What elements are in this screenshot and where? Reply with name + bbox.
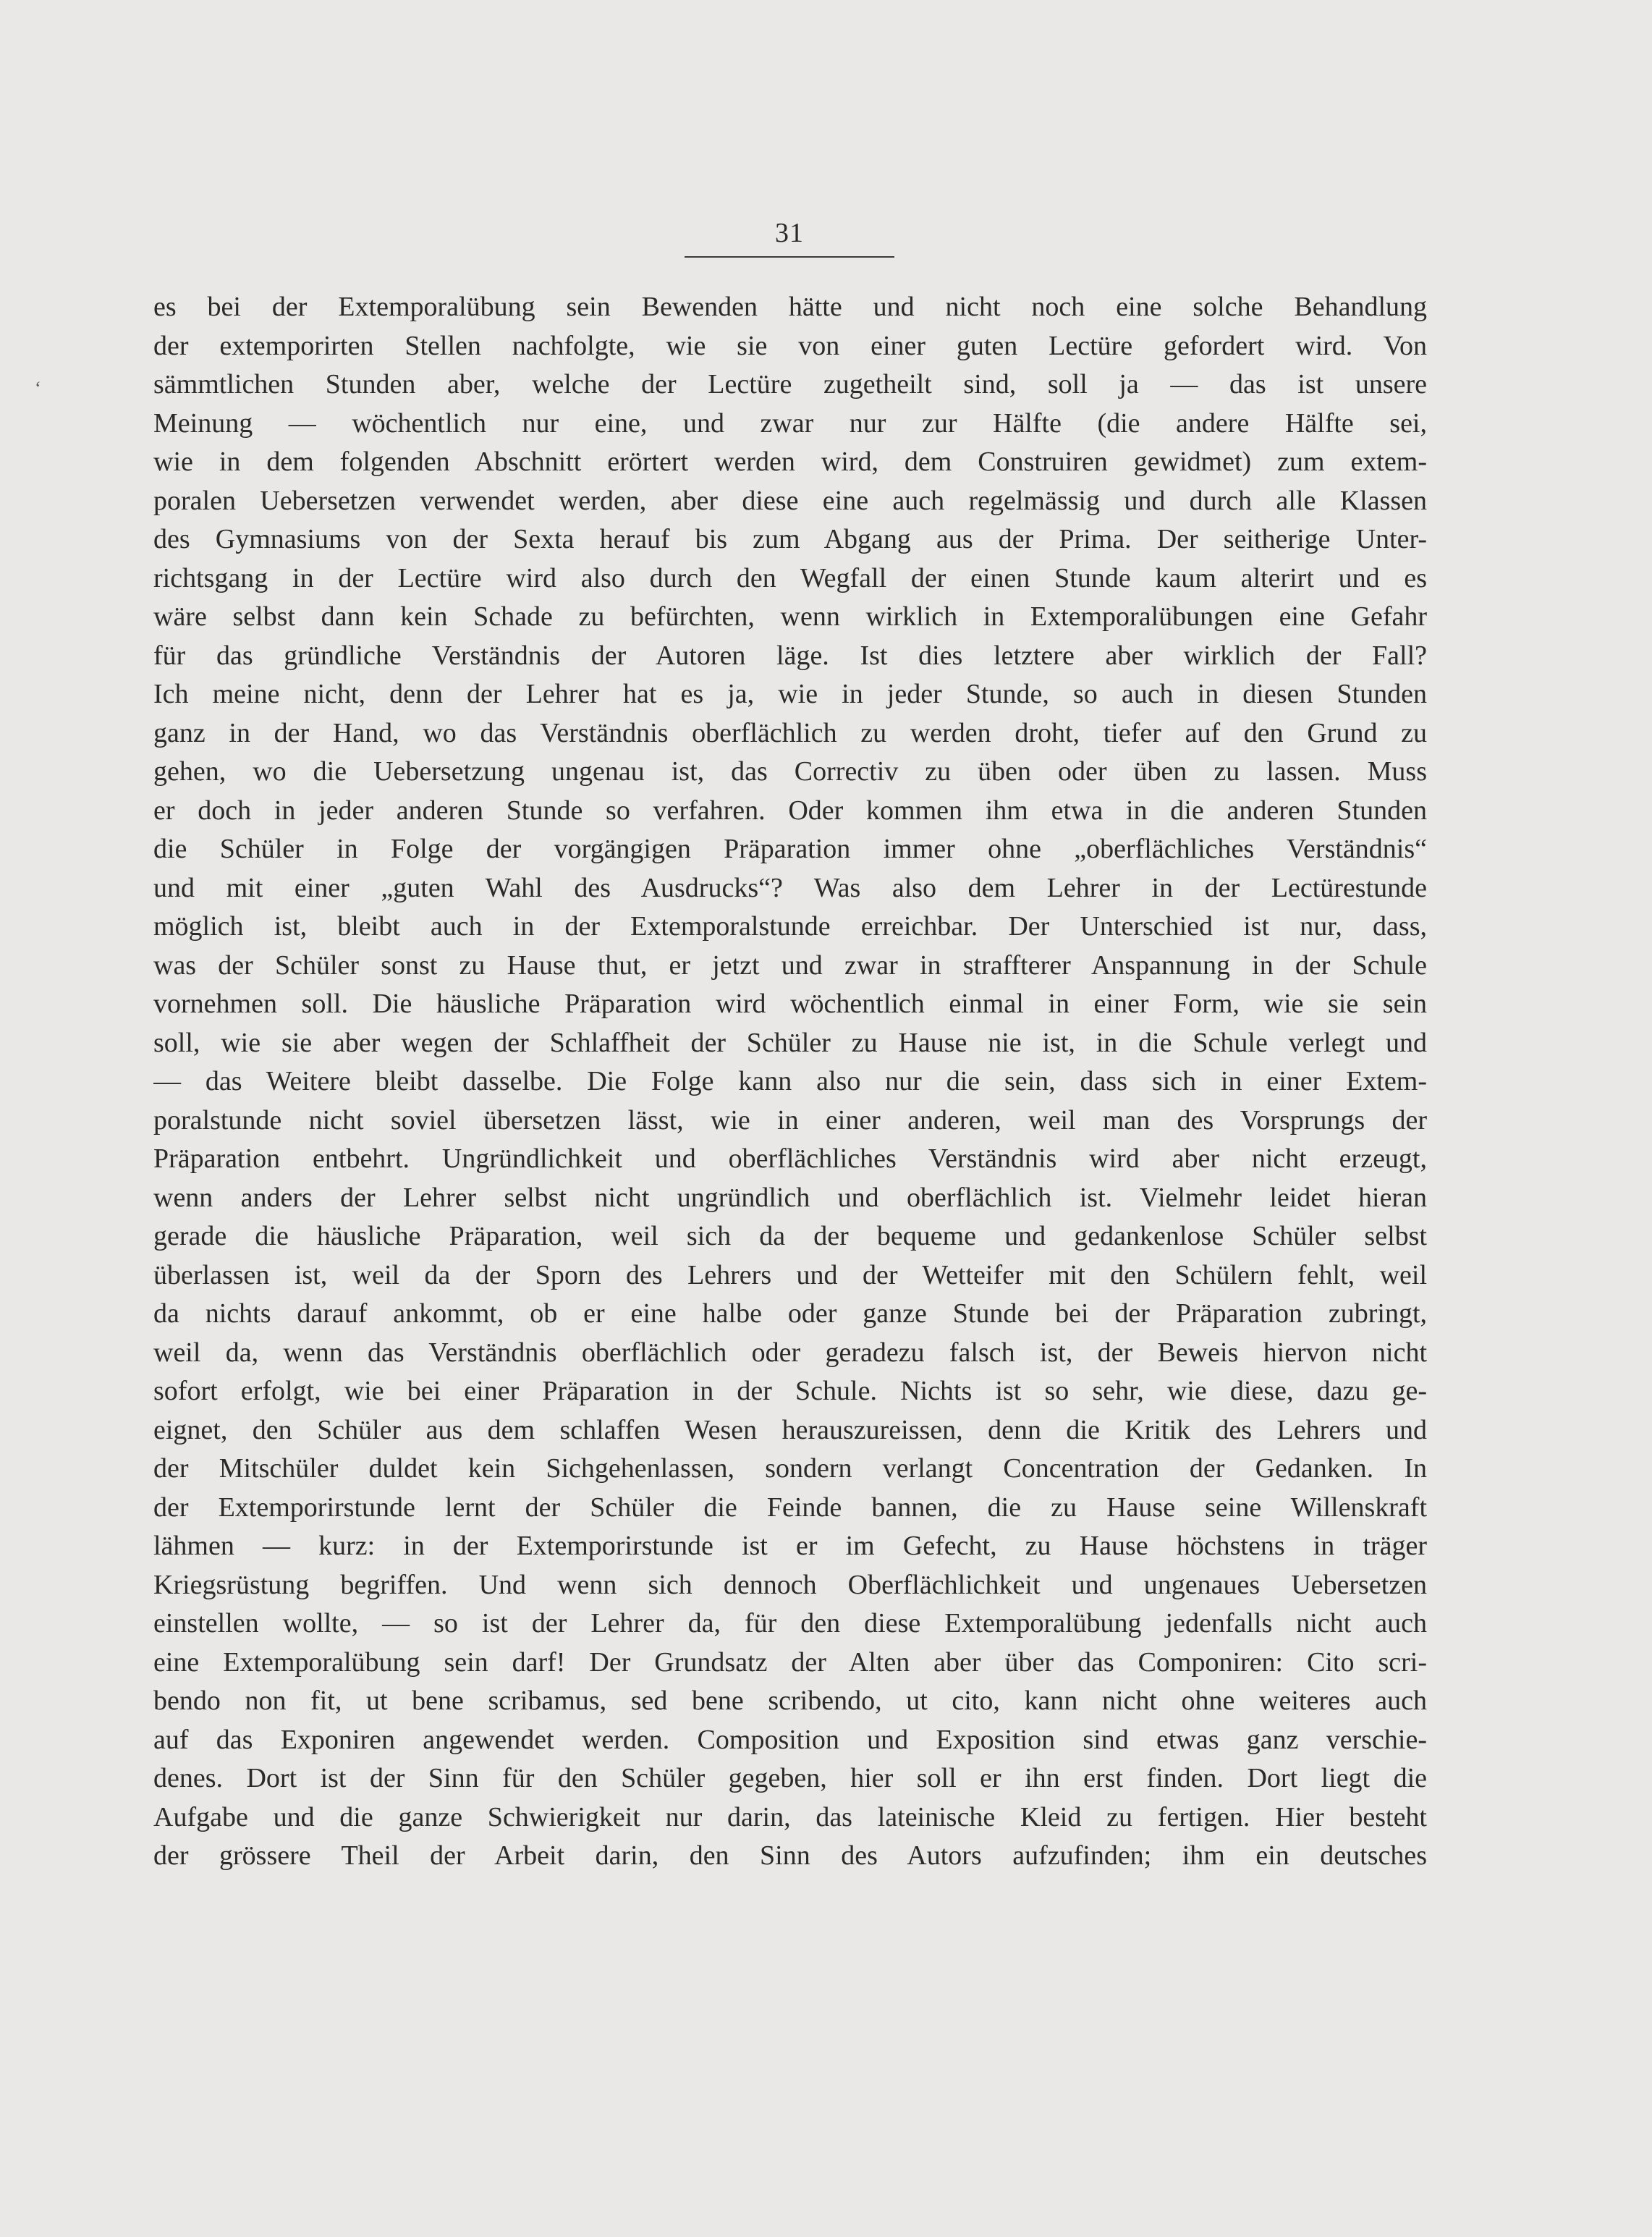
text-line: richtsgang in der Lectüre wird also durch den Wegfall der einen Stunde kaum alterirt und es bbox=[153, 562, 1427, 593]
text-line: für das gründliche Verständnis der Autoren läge. Ist dies letztere aber wirklich der Fall? bbox=[153, 640, 1427, 671]
text-line: auf das Exponiren angewendet werden. Composition und Exposition sind etwas ganz verschie- bbox=[153, 1724, 1427, 1755]
text-line: gerade die häusliche Präparation, weil sich da der bequeme und gedankenlose Schüler selbst bbox=[153, 1221, 1427, 1251]
text-line: weil da, wenn das Verständnis oberflächlich oder geradezu falsch ist, der Beweis hiervon nicht bbox=[153, 1337, 1427, 1368]
text-line: die Schüler in Folge der vorgängigen Präparation immer ohne „oberflächliches Verständnis“ bbox=[153, 834, 1427, 864]
text-line: der extemporirten Stellen nachfolgte, wie sie von einer guten Lectüre gefordert wird. Von bbox=[153, 330, 1427, 361]
page-number: 31 bbox=[775, 218, 804, 248]
text-line: wenn anders der Lehrer selbst nicht ungründlich und oberflächlich ist. Vielmehr leidet hieran bbox=[153, 1182, 1427, 1213]
text-line: — das Weitere bleibt dasselbe. Die Folge kann also nur die sein, dass sich in einer Extem- bbox=[153, 1066, 1427, 1096]
text-line: des Gymnasiums von der Sexta herauf bis zum Abgang aus der Prima. Der seitherige Unter- bbox=[153, 524, 1427, 554]
text-line: der Extemporirstunde lernt der Schüler die Feinde bannen, die zu Hause seine Willenskraft bbox=[153, 1492, 1427, 1523]
text-line: möglich ist, bleibt auch in der Extemporalstunde erreichbar. Der Unterschied ist nur, dass, bbox=[153, 911, 1427, 942]
text-line: bendo non fit, ut bene scribamus, sed bene scribendo, ut cito, kann nicht ohne weiteres auch bbox=[153, 1686, 1427, 1716]
text-line: da nichts darauf ankommt, ob er eine halbe oder ganze Stunde bei der Präparation zubringt, bbox=[153, 1298, 1427, 1329]
text-line: gehen, wo die Uebersetzung ungenau ist, das Correctiv zu üben oder üben zu lassen. Muss bbox=[153, 756, 1427, 787]
text-line: Meinung — wöchentlich nur eine, und zwar nur zur Hälfte (die andere Hälfte sei, bbox=[153, 407, 1427, 439]
text-line: poralen Uebersetzen verwendet werden, aber diese eine auch regelmässig und durch alle Klassen bbox=[153, 485, 1427, 516]
text-line: vornehmen soll. Die häusliche Präparation wird wöchentlich einmal in einer Form, wie sie sein bbox=[153, 989, 1427, 1019]
text-line: sofort erfolgt, wie bei einer Präparation in der Schule. Nichts ist so sehr, wie diese, dazu ge- bbox=[153, 1376, 1427, 1406]
text-line: und mit einer „guten Wahl des Ausdrucks“? Was also dem Lehrer in der Lectürestunde bbox=[153, 872, 1427, 903]
text-line: der Mitschüler duldet kein Sichgehenlassen, sondern verlangt Concentration der Gedanken. In bbox=[153, 1453, 1427, 1484]
text-line: es bei der Extemporalübung sein Bewenden hätte und nicht noch eine solche Behandlung bbox=[153, 292, 1427, 322]
text-line: sämmtlichen Stunden aber, welche der Lectüre zugetheilt sind, soll ja — das ist unsere bbox=[153, 369, 1427, 399]
text-line: einstellen wollte, — so ist der Lehrer da, für den diese Extemporalübung jedenfalls nicht auch bbox=[153, 1608, 1427, 1638]
text-line: Ich meine nicht, denn der Lehrer hat es ja, wie in jeder Stunde, so auch in diesen Stunden bbox=[153, 679, 1427, 709]
body-text bbox=[153, 288, 1427, 1876]
text-line: eignet, den Schüler aus dem schlaffen Wesen herauszureissen, denn die Kritik des Lehrers und bbox=[153, 1414, 1427, 1445]
text-line: denes. Dort ist der Sinn für den Schüler gegeben, hier soll er ihn erst finden. Dort liegt die bbox=[153, 1763, 1427, 1793]
text-line: der grössere Theil der Arbeit darin, den Sinn des Autors aufzufinden; ihm ein deutsches bbox=[153, 1840, 1427, 1871]
text-line: soll, wie sie aber wegen der Schlaffheit der Schüler zu Hause nie ist, in die Schule verlegt und bbox=[153, 1027, 1427, 1058]
text-line: wäre selbst dann kein Schade zu befürchten, wenn wirklich in Extemporalübungen eine Gefahr bbox=[153, 601, 1427, 632]
text-line: eine Extemporalübung sein darf! Der Grundsatz der Alten aber über das Componiren: Cito scri- bbox=[153, 1646, 1427, 1678]
text-line: Aufgabe und die ganze Schwierigkeit nur darin, das lateinische Kleid zu fertigen. Hier besteht bbox=[153, 1801, 1427, 1832]
text-line: Kriegsrüstung begriffen. Und wenn sich dennoch Oberflächlichkeit und ungenaues Uebersetzen bbox=[153, 1569, 1427, 1600]
text-line: lähmen — kurz: in der Extemporirstunde ist er im Gefecht, zu Hause höchstens in träger bbox=[153, 1531, 1427, 1561]
margin-mark: ‘ bbox=[35, 378, 41, 399]
text-line: wie in dem folgenden Abschnitt erörtert werden wird, dem Construiren gewidmet) zum extem- bbox=[153, 447, 1427, 477]
text-line: poralstunde nicht soviel übersetzen lässt, wie in einer anderen, weil man des Vorsprungs der bbox=[153, 1104, 1427, 1136]
text-line: er doch in jeder anderen Stunde so verfahren. Oder kommen ihm etwa in die anderen Stunden bbox=[153, 795, 1427, 826]
text-line: überlassen ist, weil da der Sporn des Lehrers und der Wetteifer mit den Schülern fehlt, weil bbox=[153, 1259, 1427, 1290]
page-number-rule bbox=[685, 256, 894, 258]
text-line: ganz in der Hand, wo das Verständnis oberflächlich zu werden droht, tiefer auf den Grund zu bbox=[153, 717, 1427, 748]
text-line: was der Schüler sonst zu Hause thut, er jetzt und zwar in straffterer Anspannung in der Schule bbox=[153, 950, 1427, 981]
text-line: Präparation entbehrt. Ungründlichkeit und oberflächliches Verständnis wird aber nicht erzeugt, bbox=[153, 1143, 1427, 1174]
